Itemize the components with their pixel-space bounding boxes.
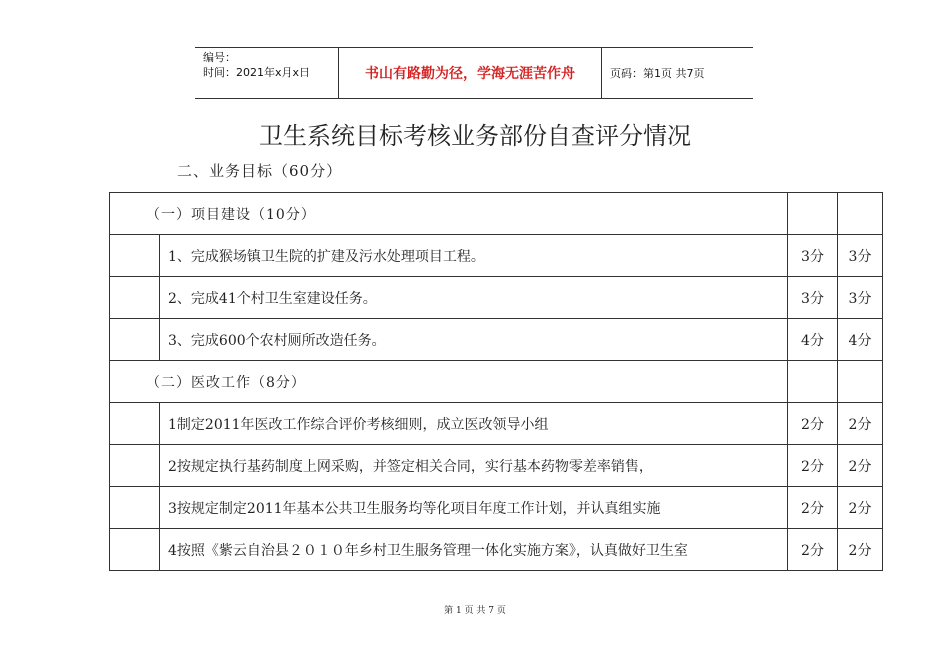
item-text: 1、完成猴场镇卫生院的扩建及污水处理项目工程。: [160, 235, 788, 277]
self-score: 2分: [838, 529, 883, 571]
self-score: 2分: [838, 445, 883, 487]
standard-score: 2分: [788, 445, 838, 487]
table-group-row: [110, 361, 883, 403]
standard-score: 3分: [788, 277, 838, 319]
table-row: [110, 529, 883, 571]
score-table: [109, 192, 883, 571]
self-score: 3分: [838, 277, 883, 319]
table-row: [110, 277, 883, 319]
blank-cell: [110, 319, 160, 361]
item-text: 1制定2011年医改工作综合评价考核细则，成立医改领导小组: [160, 403, 788, 445]
standard-score: 4分: [788, 319, 838, 361]
document-header: [195, 47, 753, 99]
standard-score: 2分: [788, 403, 838, 445]
blank-cell: [110, 277, 160, 319]
document-title: 卫生系统目标考核业务部份自查评分情况: [259, 122, 691, 150]
item-text: 3、完成600个农村厕所改造任务。: [160, 319, 788, 361]
self-score: 2分: [838, 487, 883, 529]
self-score: 4分: [838, 319, 883, 361]
table-row: [110, 235, 883, 277]
group-title: （一）项目建设（10分）: [110, 193, 788, 235]
item-text: 2、完成41个村卫生室建设任务。: [160, 277, 788, 319]
header-motto: 书山有路勤为径，学海无涯苦作舟: [339, 48, 602, 98]
number-label: 编号：: [203, 51, 236, 64]
item-text: 2按规定执行基药制度上网采购，并签定相关合同，实行基本药物零差率销售，: [160, 445, 788, 487]
page-footer: 第 1 页 共 7 页: [444, 606, 506, 616]
self-score: 3分: [838, 235, 883, 277]
table-group-row: [110, 193, 883, 235]
time-label: 时间：2021年x月x日: [203, 66, 311, 79]
standard-score: [788, 361, 838, 403]
standard-score: [788, 193, 838, 235]
self-score: [838, 193, 883, 235]
section-heading: 二、业务目标（60分）: [177, 162, 343, 180]
self-score: 2分: [838, 403, 883, 445]
standard-score: 2分: [788, 487, 838, 529]
group-title: （二）医改工作（8分）: [110, 361, 788, 403]
item-text: 3按规定制定2011年基本公共卫生服务均等化项目年度工作计划，并认真组实施: [160, 487, 788, 529]
table-row: [110, 487, 883, 529]
standard-score: 3分: [788, 235, 838, 277]
table-row: [110, 445, 883, 487]
blank-cell: [110, 445, 160, 487]
blank-cell: [110, 403, 160, 445]
table-row: [110, 403, 883, 445]
self-score: [838, 361, 883, 403]
blank-cell: [110, 487, 160, 529]
blank-cell: [110, 235, 160, 277]
header-meta: [195, 48, 339, 98]
standard-score: 2分: [788, 529, 838, 571]
item-text: 4按照《紫云自治县２０１０年乡村卫生服务管理一体化实施方案》，认真做好卫生室: [160, 529, 788, 571]
blank-cell: [110, 529, 160, 571]
header-page-number: 页码：第1页 共7页: [610, 67, 705, 80]
table-row: [110, 319, 883, 361]
